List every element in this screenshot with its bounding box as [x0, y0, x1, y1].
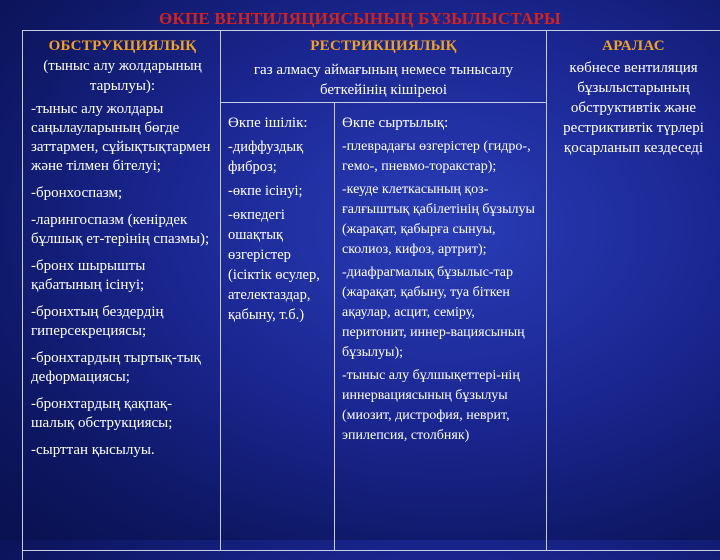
restrictive-internal-column [221, 103, 335, 551]
obstructive-heading: ОБСТРУКЦИЯЛЫҚ [48, 38, 197, 54]
obstructive-item: -бронхтардың қақпақ-шалық обструкциясы; [31, 396, 173, 431]
external-item: -плеврадағы өзгерістер (гидро-, гемо-, пневмо-торакстар); [342, 139, 531, 174]
obstructive-item: -бронхтардың тыртық-тық деформациясы; [31, 350, 201, 385]
obstructive-item: -ларингоспазм (кенірдек бұлшық ет-терінің спазмы); [31, 212, 210, 247]
restrictive-heading: РЕСТРИКЦИЯЛЫҚ [310, 38, 457, 54]
classification-table [22, 30, 720, 560]
internal-item: -өкпедегі ошақтық өзгерістер (ісіктік өсулер, ателектаздар, қабыну, т.б.) [228, 207, 320, 323]
mixed-column [547, 31, 720, 551]
internal-item: -диффуздық фиброз; [228, 139, 304, 175]
external-item: -диафрагмалық бұзылыс-тар (жарақат, қабыну, туа біткен ақаулар, асцит, семіру, перитонит, иннер-вациясының бұзылуы); [342, 265, 525, 360]
internal-heading: Өкпе ішілік: [228, 115, 308, 131]
mixed-heading: АРАЛАС [602, 38, 665, 54]
obstructive-column [23, 31, 221, 551]
restrictive-external-column [335, 103, 547, 551]
internal-item: -өкпе ісінуі; [228, 183, 303, 199]
external-item: -кеуде клеткасының қоз-ғалғыштық қабілетінің бұзылуы (жарақат, қабырға сынуы, сколиоз, кифоз, артрит); [342, 182, 535, 257]
obstructive-item: -бронхтың бездердің гиперсекрециясы; [31, 304, 164, 339]
slide-title: ӨКПЕ ВЕНТИЛЯЦИЯСЫНЫҢ БҰЗЫЛЫСТАРЫ [159, 9, 561, 28]
external-item: -тыныс алу бұлшықеттері-нің иннервациясының бұзылуы (миозит, дистрофия, неврит, эпилепсия, столбняк) [342, 368, 520, 443]
restrictive-description: газ алмасу аймағының немесе тынысалу беткейінің кішіреюі [253, 62, 514, 98]
mixed-description: көбнесе вентиляция бұзылыстарының обструктивтік және рестриктивтік түрлері қосарланып кездеседі [563, 60, 704, 156]
obstructive-item: -бронх шырышты қабатының ісінуі; [31, 258, 146, 293]
restrictive-header-cell [221, 31, 547, 103]
obstructive-subheading: (тыныс алу жолдарының тарылуы): [43, 58, 202, 94]
obstructive-item: -тыныс алу жолдары саңылауларының бөгде заттармен, сұйықтықтармен және тілмен бітелуі; [31, 101, 211, 174]
obstructive-item: -бронхоспазм; [31, 185, 123, 201]
obstructive-item: -сырттан қысылуы. [31, 442, 155, 458]
external-heading: Өкпе сыртылық: [342, 115, 449, 131]
